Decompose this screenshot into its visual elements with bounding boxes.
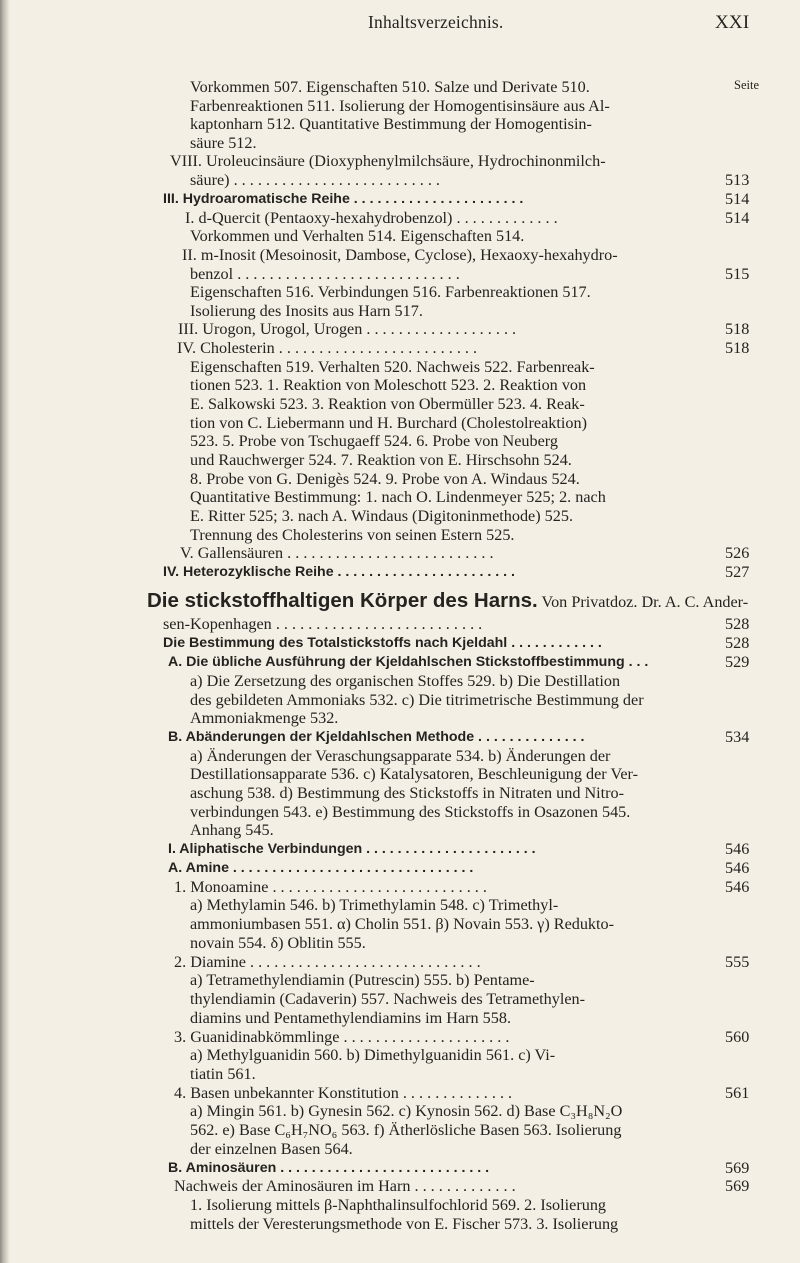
- toc-page-number: 546: [725, 840, 750, 858]
- seite-column-label: Seite: [734, 78, 759, 92]
- toc-line: ammoniumbasen 551. α) Cholin 551. β) Novain 553. γ) Redukto-: [190, 915, 615, 933]
- toc-page-number: 513: [725, 171, 750, 189]
- toc-line: tiatin 561.: [190, 1065, 256, 1083]
- toc-page-number: 546: [725, 878, 750, 896]
- toc-page-number: 546: [725, 859, 750, 877]
- toc-line: Eigenschaften 519. Verhalten 520. Nachweis 522. Farbenreak-: [190, 358, 595, 376]
- toc-line: thylendiamin (Cadaverin) 557. Nachweis des Tetramethylen-: [190, 990, 586, 1008]
- page-binding-edge: [0, 0, 10, 1263]
- toc-line: Die stickstoffhaltigen Körper des Harns. Von Privatdoz. Dr. A. C. Ander-: [147, 589, 749, 612]
- toc-line: Die Bestimmung des Totalstickstoffs nach Kjeldahl . . . . . . . . . . . .: [163, 635, 602, 651]
- toc-line: Anhang 545.: [190, 821, 274, 839]
- toc-line: E. Salkowski 523. 3. Reaktion von Obermüller 523. 4. Reak-: [190, 395, 585, 413]
- toc-line: a) Methylguanidin 560. b) Dimethylguanidin 561. c) Vi-: [190, 1046, 556, 1064]
- toc-page-number: 560: [725, 1028, 750, 1046]
- toc-line: VIII. Uroleucinsäure (Dioxyphenylmilchsäure, Hydrochinonmilch-: [170, 152, 606, 170]
- toc-line: 1. Isolierung mittels β-Naphthalinsulfochlorid 569. 2. Isolierung: [190, 1196, 607, 1214]
- toc-line: und Rauchwerger 524. 7. Reaktion von E. Hirschsohn 524.: [190, 451, 572, 469]
- toc-line: Quantitative Bestimmung: 1. nach O. Lindenmeyer 525; 2. nach: [190, 488, 606, 506]
- toc-line: 4. Basen unbekannter Konstitution . . . . . . . . . . . . . .: [174, 1084, 513, 1102]
- toc-line: sen-Kopenhagen . . . . . . . . . . . . . . . . . . . . . . . . . .: [163, 615, 483, 633]
- toc-page-number: 528: [725, 634, 750, 652]
- toc-line: kaptonharn 512. Quantitative Bestimmung der Homogentisin-: [190, 115, 592, 133]
- toc-line: IV. Cholesterin . . . . . . . . . . . . . . . . . . . . . . . . .: [177, 339, 478, 357]
- toc-page-number: 528: [725, 615, 750, 633]
- toc-line: des gebildeten Ammoniaks 532. c) Die titrimetrische Bestimmung der: [190, 691, 644, 709]
- toc-page-number: 529: [725, 653, 750, 671]
- toc-line: novain 554. δ) Oblitin 555.: [190, 934, 366, 952]
- toc-page-number: 527: [725, 563, 750, 581]
- toc-page-number: 534: [725, 728, 750, 746]
- toc-page-number: 526: [725, 544, 750, 562]
- toc-line: benzol . . . . . . . . . . . . . . . . . . . . . . . . . . . .: [190, 265, 460, 283]
- toc-line: Eigenschaften 516. Verbindungen 516. Farbenreaktionen 517.: [190, 283, 591, 301]
- toc-line: B. Abänderungen der Kjeldahlschen Methode . . . . . . . . . . . . . .: [168, 729, 585, 745]
- toc-page-number: 514: [725, 190, 750, 208]
- toc-line: 523. 5. Probe von Tschugaeff 524. 6. Probe von Neuberg: [190, 432, 558, 450]
- toc-line: säure) . . . . . . . . . . . . . . . . . . . . . . . . . .: [190, 171, 440, 189]
- toc-line: der einzelnen Basen 564.: [190, 1140, 353, 1158]
- toc-page-number: 515: [725, 265, 750, 283]
- toc-line: 562. e) Base C₆H₇NO₆ 563. f) Ätherlösliche Basen 563. Isolierung: [190, 1121, 622, 1139]
- toc-line: 8. Probe von G. Denigès 524. 9. Probe von A. Windaus 524.: [190, 470, 580, 488]
- toc-line: Nachweis der Aminosäuren im Harn . . . . . . . . . . . . .: [174, 1177, 516, 1195]
- toc-line: Isolierung des Inosits aus Harn 517.: [190, 302, 423, 320]
- toc-line: a) Änderungen der Veraschungsapparate 534. b) Änderungen der: [190, 747, 611, 765]
- toc-page-number: 569: [725, 1159, 750, 1177]
- toc-line: II. m-Inosit (Mesoinosit, Dambose, Cyclose), Hexaoxy-hexahydro-: [182, 246, 618, 264]
- toc-line: tion von C. Liebermann und H. Burchard (Cholestolreaktion): [190, 414, 587, 432]
- toc-line: aschung 538. d) Bestimmung des Stickstoffs in Nitraten und Nitro-: [190, 784, 625, 802]
- toc-line: säure 512.: [190, 134, 257, 152]
- toc-line: Trennung des Cholesterins von seinen Estern 525.: [190, 526, 515, 544]
- toc-page-number: 518: [725, 320, 750, 338]
- page-number-roman: XXI: [715, 12, 750, 33]
- toc-page-number: 555: [725, 953, 750, 971]
- toc-line: Destillationsapparate 536. c) Katalysatoren, Beschleunigung der Ver-: [190, 765, 638, 783]
- toc-page-number: 569: [725, 1177, 750, 1195]
- toc-line: IV. Heterozyklische Reihe . . . . . . . . . . . . . . . . . . . . . . .: [163, 564, 515, 580]
- toc-line: III. Hydroaromatische Reihe . . . . . . . . . . . . . . . . . . . . . .: [163, 191, 524, 207]
- toc-line: I. Aliphatische Verbindungen . . . . . . . . . . . . . . . . . . . . . .: [168, 841, 536, 857]
- toc-line: Vorkommen 507. Eigenschaften 510. Salze und Derivate 510.: [190, 78, 590, 96]
- toc-line: Vorkommen und Verhalten 514. Eigenschaften 514.: [190, 227, 525, 245]
- toc-line: 3. Guanidinabkömmlinge . . . . . . . . . . . . . . . . . . . . .: [174, 1028, 510, 1046]
- toc-line: diamins und Pentamethylendiamins im Harn 558.: [190, 1009, 512, 1027]
- toc-line: tionen 523. 1. Reaktion von Moleschott 523. 2. Reaktion von: [190, 376, 587, 394]
- toc-line: A. Amine . . . . . . . . . . . . . . . . . . . . . . . . . . . . . . .: [168, 860, 474, 876]
- toc-line: a) Methylamin 546. b) Trimethylamin 548. c) Trimethyl-: [190, 896, 559, 914]
- toc-page-number: 561: [725, 1084, 750, 1102]
- toc-line: B. Aminosäuren . . . . . . . . . . . . . . . . . . . . . . . . . . .: [168, 1160, 490, 1176]
- toc-line: 1. Monoamine . . . . . . . . . . . . . . . . . . . . . . . . . . .: [174, 878, 487, 896]
- toc-page-number: 518: [725, 339, 750, 357]
- toc-line: verbindungen 543. e) Bestimmung des Stickstoffs in Osazonen 545.: [190, 803, 631, 821]
- toc-line: I. d-Quercit (Pentaoxy-hexahydrobenzol) . . . . . . . . . . . . .: [185, 209, 558, 227]
- toc-line: a) Tetramethylendiamin (Putrescin) 555. b) Pentame-: [190, 971, 535, 989]
- toc-line: 2. Diamine . . . . . . . . . . . . . . . . . . . . . . . . . . . . .: [174, 953, 481, 971]
- toc-line: mittels der Veresterungsmethode von E. Fischer 573. 3. Isolierung: [190, 1215, 619, 1233]
- toc-line: a) Mingin 561. b) Gynesin 562. c) Kynosin 562. d) Base C₃H₈N₂O: [190, 1102, 623, 1120]
- toc-line: V. Gallensäuren . . . . . . . . . . . . . . . . . . . . . . . . . .: [180, 544, 494, 562]
- toc-line: E. Ritter 525; 3. nach A. Windaus (Digitoninmethode) 525.: [190, 507, 573, 525]
- toc-line: III. Urogon, Urogol, Urogen . . . . . . . . . . . . . . . . . . .: [178, 320, 517, 338]
- toc-line: A. Die übliche Ausführung der Kjeldahlschen Stickstoffbestimmung . . .: [168, 654, 649, 670]
- running-head-title: Inhaltsverzeichnis.: [368, 12, 504, 32]
- toc-line: Ammoniakmenge 532.: [190, 709, 339, 727]
- toc-page-number: 514: [725, 209, 750, 227]
- toc-line: Farbenreaktionen 511. Isolierung der Homogentisinsäure aus Al-: [190, 97, 610, 115]
- toc-line: a) Die Zersetzung des organischen Stoffes 529. b) Die Destillation: [190, 672, 621, 690]
